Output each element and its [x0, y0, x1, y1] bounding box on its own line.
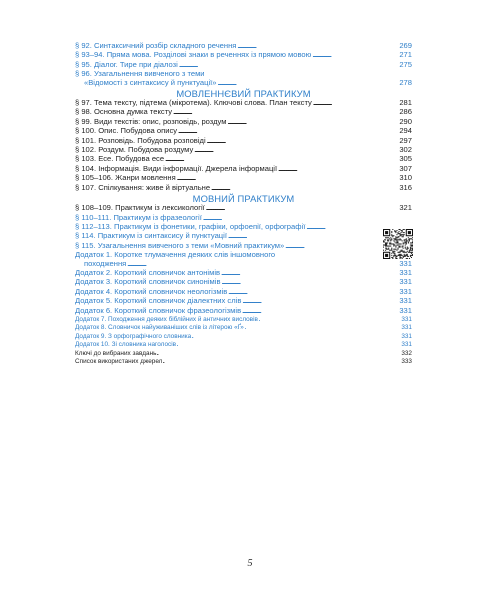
entry-page[interactable]: 331: [399, 305, 412, 315]
entry-title[interactable]: Додаток 9. З орфографічного словника: [75, 332, 192, 340]
entry-page: 302: [399, 145, 412, 155]
dot-leader: [178, 127, 398, 136]
entry-page[interactable]: 275: [399, 59, 412, 69]
qr-code-icon[interactable]: [383, 229, 413, 259]
toc-part-speech-practicum: [75, 99, 412, 193]
toc-entry[interactable]: [75, 307, 412, 316]
entry-title[interactable]: Додаток 3. Короткий словничок синонімів: [75, 277, 221, 287]
page-number: 5: [247, 558, 253, 569]
entry-title[interactable]: Практикум із синтаксису й пунктуації: [97, 231, 227, 241]
entry-page[interactable]: 331: [399, 296, 412, 306]
entry-title[interactable]: Додаток 10. Зі словника наголосів: [75, 341, 177, 349]
toc-part-appendices: [75, 251, 412, 366]
entry-page: 281: [399, 98, 412, 108]
dot-leader: [157, 350, 400, 358]
entry-page[interactable]: 269: [399, 41, 412, 50]
entry-title[interactable]: Практикум із фонетики, графіки, орфоепії, орфографії: [114, 221, 306, 231]
entry-number[interactable]: § 93–94.: [75, 50, 105, 60]
section-heading-speech-practicum: МОВЛЕННЄВИЙ ПРАКТИКУМ: [176, 88, 311, 100]
entry-title[interactable]: Додаток 8. Словничок найуживаніших слів із літерою «Ґ»: [75, 324, 244, 332]
entry-page[interactable]: 331: [401, 324, 412, 332]
entry-number: § 97.: [75, 98, 92, 108]
entry-title-continued[interactable]: походження: [84, 258, 127, 268]
entry-title: Інформація. Види інформації. Джерела інформації: [98, 163, 278, 173]
section-heading-language-practicum: МОВНИЙ ПРАКТИКУМ: [192, 193, 295, 205]
entry-number: § 101.: [75, 135, 97, 145]
dot-leader: [206, 204, 399, 213]
entry-page: 290: [399, 116, 412, 126]
entry-number: § 105–106.: [75, 173, 114, 183]
entry-title[interactable]: Додаток 2. Короткий словничок антонімів: [75, 267, 221, 277]
entry-number[interactable]: § 92.: [75, 41, 92, 50]
entry-page: 305: [399, 154, 412, 164]
dot-leader: [177, 341, 400, 349]
toc-entry: [75, 350, 412, 358]
entry-page: 297: [399, 135, 412, 145]
entry-title: Спілкування: живе й віртуальне: [98, 182, 211, 192]
entry-title: Роздум. Побудова роздуму: [98, 145, 194, 155]
entry-title[interactable]: Узагальнення вивченого з теми: [94, 69, 205, 79]
entry-page[interactable]: 331: [399, 258, 412, 268]
dot-leader: [245, 324, 401, 332]
dot-leader: [217, 79, 398, 88]
dot-leader: [179, 61, 399, 70]
toc-part-syntax: [75, 42, 412, 88]
toc-entry[interactable]: [75, 251, 412, 269]
dot-leader: [259, 316, 400, 324]
dot-leader: [285, 242, 381, 251]
entry-title[interactable]: Синтаксичний розбір складного речення: [94, 41, 237, 50]
entry-page[interactable]: 331: [399, 267, 412, 277]
entry-number: § 102.: [75, 145, 97, 155]
entry-title: Есе. Побудова есе: [98, 154, 165, 164]
entry-number[interactable]: § 112–113.: [75, 221, 112, 231]
entry-title: Опис. Побудова опису: [98, 126, 178, 136]
entry-title[interactable]: Діалог. Тире при діалозі: [94, 59, 178, 69]
dot-leader: [227, 118, 398, 127]
entry-page: 333: [401, 358, 412, 365]
entry-title[interactable]: Додаток 6. Короткий словничок фразеологізмів: [75, 305, 242, 315]
dot-leader: [313, 99, 399, 108]
dot-leader: [194, 146, 398, 155]
entry-number[interactable]: § 96.: [75, 69, 92, 79]
dot-leader: [242, 307, 398, 316]
dot-leader: [192, 333, 400, 341]
dot-leader: [278, 165, 398, 174]
entry-page: 286: [399, 107, 412, 117]
entry-number: § 100.: [75, 126, 97, 136]
dot-leader: [221, 278, 398, 287]
entry-page[interactable]: 271: [399, 50, 412, 60]
entry-title: Тема тексту, підтема (мікротема). Ключові слова. План тексту: [94, 98, 312, 108]
entry-title[interactable]: Додаток 4. Короткий словничок неологізмів: [75, 286, 228, 296]
toc-entry[interactable]: [75, 324, 412, 332]
entry-title[interactable]: Узагальнення вивченого з теми «Мовний практикум»: [97, 240, 285, 250]
dot-leader: [228, 288, 398, 297]
entry-page[interactable]: 331: [399, 286, 412, 296]
entry-number[interactable]: § 95.: [75, 59, 92, 69]
dot-leader: [163, 358, 400, 366]
dot-leader: [312, 51, 398, 60]
entry-title[interactable]: Додаток 1. Коротке тлумачення деяких слів іншомовного: [75, 250, 276, 260]
entry-title[interactable]: Практикум із фразеології: [113, 212, 202, 222]
entry-page[interactable]: 331: [401, 315, 412, 323]
toc-entry: [75, 358, 412, 366]
entry-title: Розповідь. Побудова розповіді: [98, 135, 206, 145]
entry-title: Основна думка тексту: [94, 107, 173, 117]
entry-number[interactable]: § 115.: [75, 240, 96, 250]
dot-leader: [211, 184, 398, 193]
entry-number: § 99.: [75, 116, 92, 126]
table-of-contents: [75, 42, 412, 366]
entry-title[interactable]: Додаток 5. Короткий словничок діалектних слів: [75, 296, 242, 306]
entry-number: § 104.: [75, 163, 97, 173]
entry-page: 321: [399, 203, 412, 213]
entry-title: Ключі до вибраних завдань: [75, 349, 157, 357]
entry-number: § 103.: [75, 154, 97, 164]
toc-entry[interactable]: [75, 70, 412, 88]
entry-number: § 98.: [75, 107, 92, 117]
entry-page: 332: [401, 349, 412, 357]
dot-leader: [207, 137, 399, 146]
entry-title: Види текстів: опис, розповідь, роздум: [94, 116, 227, 126]
entry-number[interactable]: § 110–111.: [75, 212, 112, 222]
entry-number: § 108–109.: [75, 203, 114, 213]
entry-page: 307: [399, 163, 412, 173]
entry-title: Жанри мовлення: [115, 173, 176, 183]
entry-page[interactable]: 331: [401, 341, 412, 349]
dot-leader: [221, 269, 398, 278]
entry-page[interactable]: 331: [401, 332, 412, 340]
entry-number: § 107.: [75, 182, 97, 192]
dot-leader: [242, 297, 398, 306]
entry-title: Практикум із лексикології: [115, 203, 205, 213]
entry-title: Список використаних джерел: [75, 358, 163, 365]
entry-page[interactable]: 331: [399, 277, 412, 287]
entry-title[interactable]: Пряма мова. Розділові знаки в реченнях із прямою мовою: [106, 50, 312, 60]
dot-leader: [306, 223, 381, 232]
entry-page: 294: [399, 126, 412, 136]
entry-number[interactable]: § 114.: [75, 231, 96, 241]
entry-title-continued[interactable]: «Відомості з синтаксису й пунктуації»: [84, 77, 217, 87]
toc-entry[interactable]: [75, 333, 412, 341]
entry-page[interactable]: 278: [399, 77, 412, 87]
entry-page: 310: [399, 173, 412, 183]
toc-entry[interactable]: [75, 341, 412, 349]
entry-page: 316: [399, 182, 412, 192]
entry-title[interactable]: Додаток 7. Походження деяких біблійних й античних висловів: [75, 315, 258, 323]
toc-part-language-practicum: [75, 204, 412, 251]
toc-entry: [75, 184, 412, 193]
